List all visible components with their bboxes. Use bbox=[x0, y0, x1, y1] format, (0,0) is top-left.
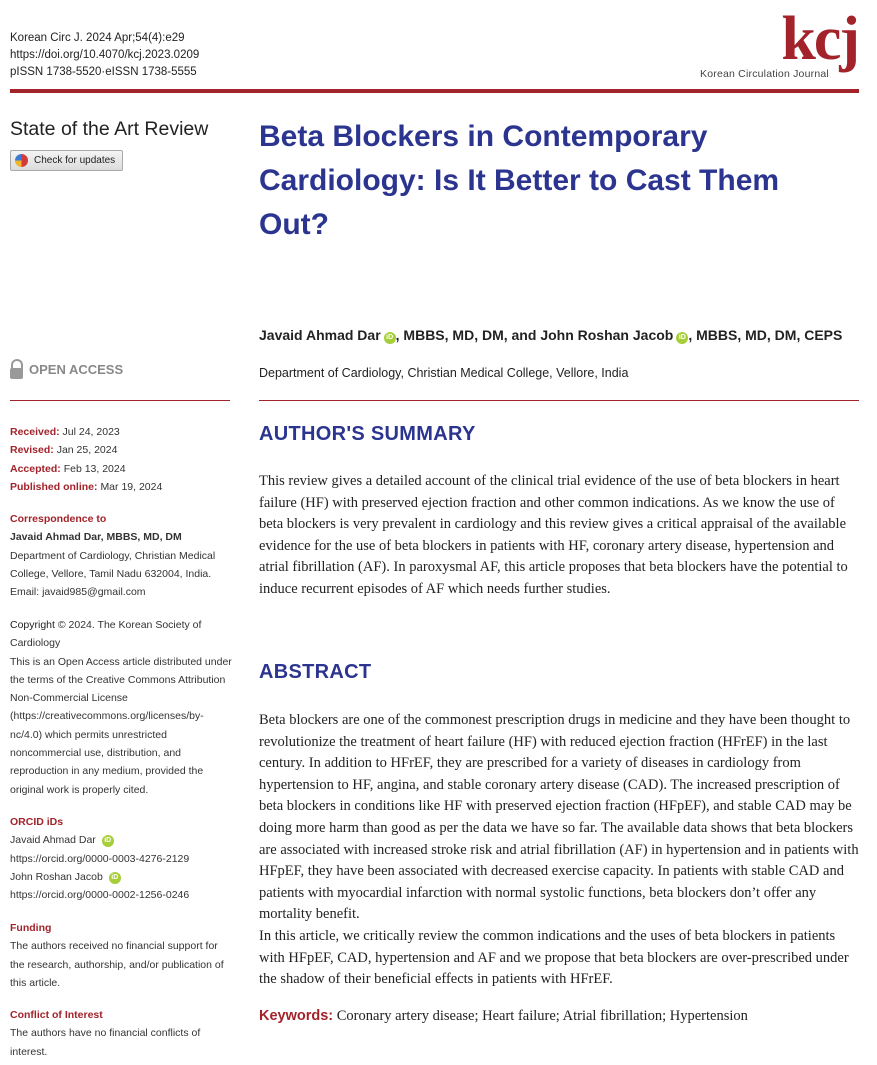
abstract-paragraph-1: Beta blockers are one of the commonest prescription drugs in medicine and they have been thought to revolutionize the treatment of heart failure (HF) with reduced ejection fraction (HFrEF) in the last century. In addition to HFrEF, they are prescribed for a variety of diseases in cardiology from hypertension to HF, angina, and stable coronary artery disease (CAD). The increased prescription of beta blockers in conditions like HF with preserved ejection fraction (HFpEF), and stable CAD may be doing more harm than good as per the data we have so far. The available data shows that beta blockers are associated with increased stroke risk and atrial fibrillation (AF) in hypertension and in patients with HFpEF, they have been associated with decreased exercise capacity. In patients with stable CAD and patients with myocardial infarction with normal systolic functions, beta blockers don’t offer any mortality benefit. bbox=[259, 712, 859, 923]
journal-name: Korean Circulation Journal bbox=[700, 68, 829, 80]
author-line bbox=[259, 327, 842, 344]
funding-block bbox=[10, 919, 235, 992]
conflict-text: The authors have no financial conflicts of interest. bbox=[10, 1027, 201, 1058]
copyright-block bbox=[10, 616, 235, 799]
orcid-icon: iD bbox=[102, 835, 114, 847]
citation: Korean Circ J. 2024 Apr;54(4):e29 bbox=[10, 32, 185, 44]
published-date: Mar 19, 2024 bbox=[100, 480, 163, 493]
orcid-icon: iD bbox=[109, 872, 121, 884]
author-2: John Roshan Jacob bbox=[540, 327, 674, 343]
issn: pISSN 1738-5520·eISSN 1738-5555 bbox=[10, 66, 197, 78]
keywords-label: Keywords: bbox=[259, 1008, 334, 1024]
copyright-label: Copyright bbox=[10, 619, 55, 631]
open-lock-icon bbox=[10, 359, 23, 379]
orcid-url-2[interactable]: https://orcid.org/0000-0002-1256-0246 bbox=[10, 889, 190, 902]
dates-block bbox=[10, 423, 235, 496]
journal-logo bbox=[700, 5, 860, 80]
keywords-line bbox=[259, 1006, 859, 1028]
received-label: Received: bbox=[10, 426, 60, 438]
funding-heading: Funding bbox=[10, 922, 52, 934]
correspondence-email[interactable]: Email: javaid985@gmail.com bbox=[10, 586, 146, 599]
orcid-name-1: Javaid Ahmad Dar bbox=[10, 834, 96, 847]
correspondence-heading: Correspondence to bbox=[10, 513, 107, 525]
revised-date: Jan 25, 2024 bbox=[56, 444, 118, 457]
header-divider bbox=[10, 89, 859, 93]
doi-link[interactable]: https://doi.org/10.4070/kcj.2023.0209 bbox=[10, 49, 200, 61]
orcid-url-1[interactable]: https://orcid.org/0000-0003-4276-2129 bbox=[10, 852, 190, 865]
article-title: Beta Blockers in Contemporary Cardiology: Is It Better to Cast Them Out? bbox=[259, 120, 780, 241]
sidebar-divider bbox=[10, 400, 230, 401]
orcid-name-2: John Roshan Jacob bbox=[10, 870, 103, 883]
conflict-heading: Conflict of Interest bbox=[10, 1009, 103, 1021]
summary-text: This review gives a detailed account of the clinical trial evidence of the use of beta blockers in heart failure (HF) with preserved ejection fraction and other common indications. As we know the use of beta blockers is very prevalent in cardiology and this review gives a critical appraisal of the available evidence for the use of beta blockers in patients with HF, coronary artery disease, hypertension and atrial fibrillation (AF). In paroxysmal AF, this article proposes that beta blockers have the potential to induce recurrent episodes of AF which needs further studies. bbox=[259, 473, 848, 597]
citation-block bbox=[10, 30, 199, 81]
affiliation: Department of Cardiology, Christian Medical College, Vellore, India bbox=[259, 366, 629, 380]
copyright-text: © 2024. The Korean Society of Cardiology bbox=[10, 619, 202, 650]
revised-label: Revised: bbox=[10, 444, 54, 457]
orcid-icon[interactable]: iD bbox=[676, 332, 688, 344]
received-date: Jul 24, 2023 bbox=[62, 426, 120, 438]
keywords-text: Coronary artery disease; Heart failure; Atrial fibrillation; Hypertension bbox=[333, 1008, 748, 1024]
logo-text: kcj bbox=[781, 5, 858, 73]
crossmark-icon bbox=[15, 154, 28, 167]
check-updates-button[interactable] bbox=[10, 150, 123, 171]
open-access-label: OPEN ACCESS bbox=[29, 361, 124, 377]
correspondence-address: Department of Cardiology, Christian Medical College, Vellore, Tamil Nadu 632004, India. bbox=[10, 549, 216, 580]
check-updates-label: Check for updates bbox=[34, 155, 116, 166]
abstract-paragraph-2: In this article, we critically review the common indications and the uses of beta blockers in patients with HFpEF, CAD, hypertension and AF and we propose that beta blockers are over-prescribed under the shadow of their beneficial effects in patients with HFrEF. bbox=[259, 927, 849, 988]
orcid-icon[interactable]: iD bbox=[384, 332, 396, 344]
abstract-heading: ABSTRACT bbox=[259, 661, 372, 683]
conflict-block bbox=[10, 1006, 235, 1061]
accepted-label: Accepted: bbox=[10, 462, 61, 475]
orcid-block bbox=[10, 813, 235, 904]
published-label: Published online: bbox=[10, 480, 98, 493]
main-divider bbox=[259, 400, 859, 401]
author-2-degrees: , MBBS, MD, DM, CEPS bbox=[688, 327, 843, 343]
author-1-degrees: , MBBS, MD, DM, and bbox=[395, 327, 541, 343]
accepted-date: Feb 13, 2024 bbox=[63, 462, 126, 475]
author-1: Javaid Ahmad Dar bbox=[259, 327, 381, 343]
article-type: State of the Art Review bbox=[10, 118, 209, 140]
open-access-badge bbox=[10, 359, 123, 379]
summary-heading: AUTHOR'S SUMMARY bbox=[259, 423, 476, 445]
license-text: This is an Open Access article distributed under the terms of the Creative Commons Attribution Non-Commercial License (https://creativecommons.org/licenses/by-nc/4.0) which permits unrestricted noncommercial use, distribution, and reproduction in any medium, provided the original work is properly cited. bbox=[10, 655, 232, 796]
funding-text: The authors received no financial support for the research, authorship, and/or publication of this article. bbox=[10, 940, 224, 989]
correspondence-block bbox=[10, 510, 232, 601]
orcid-heading: ORCID iDs bbox=[10, 816, 64, 828]
correspondence-name: Javaid Ahmad Dar, MBBS, MD, DM bbox=[10, 531, 182, 544]
abstract-text bbox=[259, 710, 859, 991]
